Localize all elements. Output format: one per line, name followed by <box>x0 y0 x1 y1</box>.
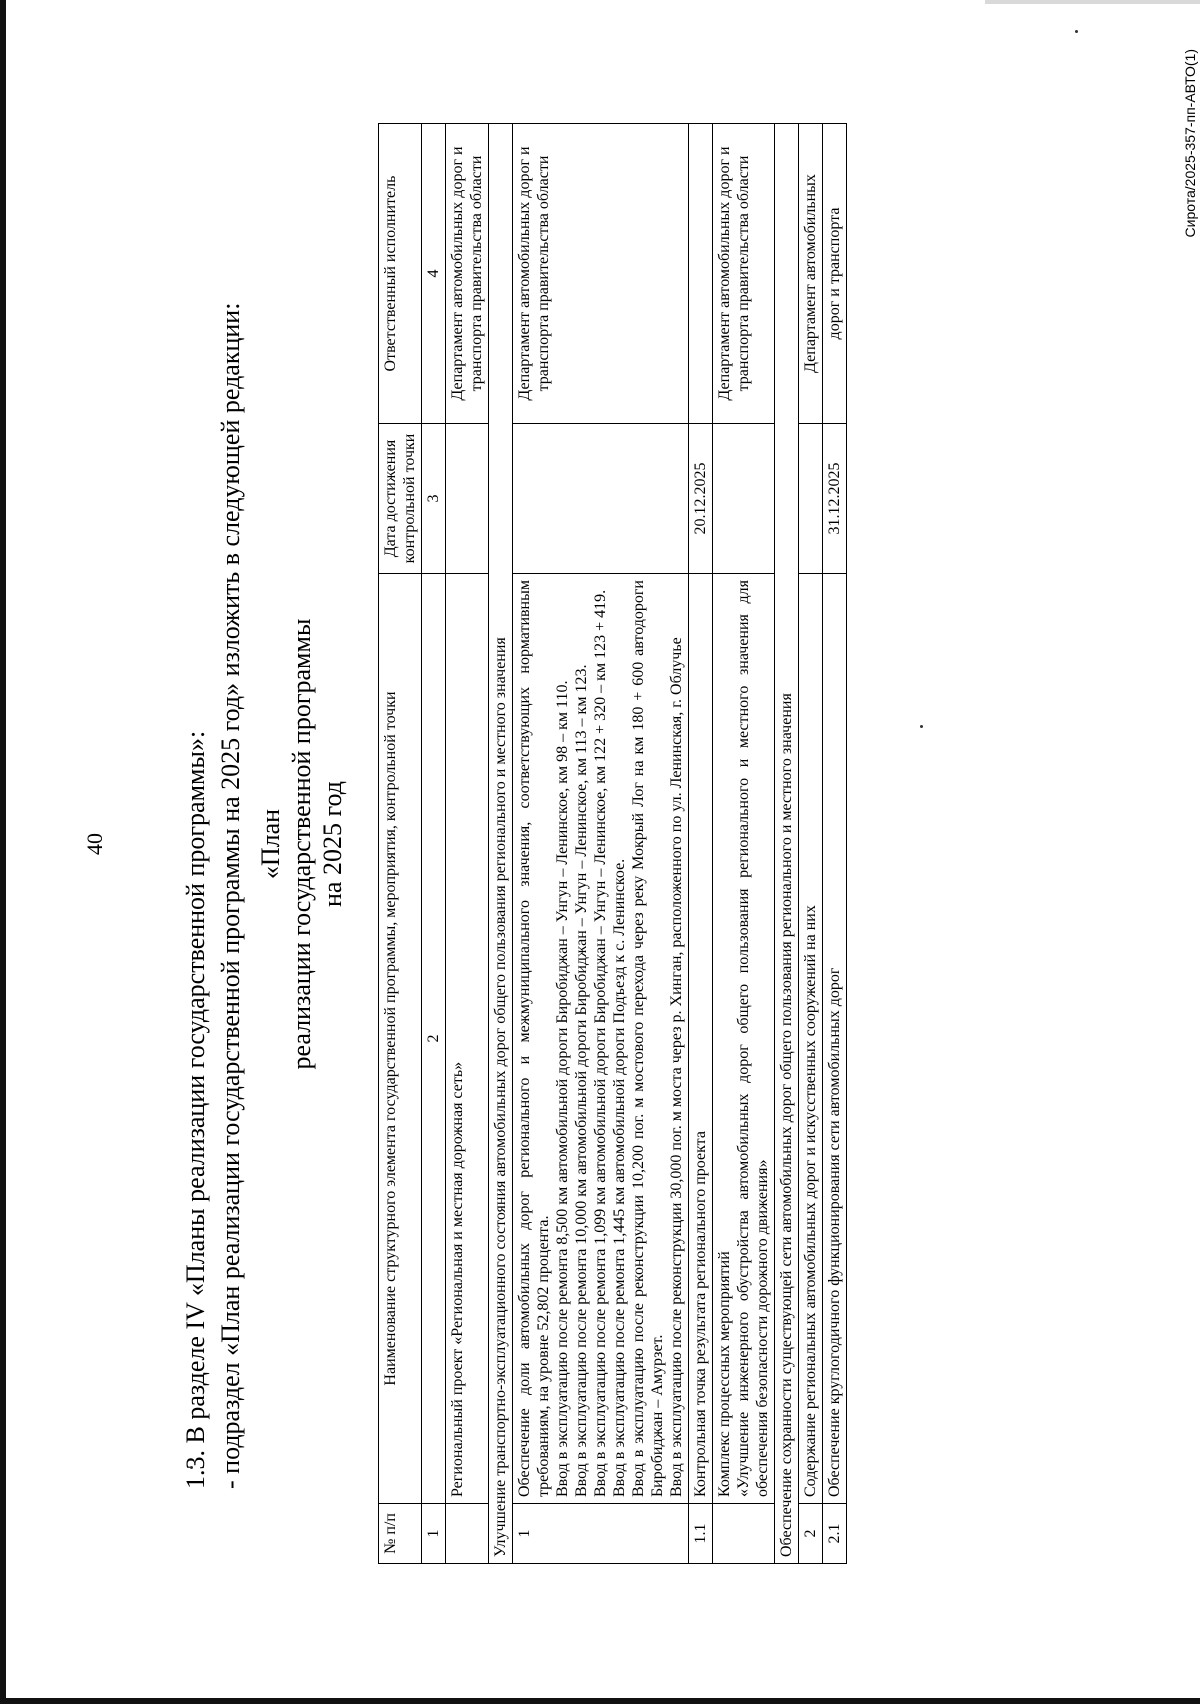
table-row <box>513 124 689 1564</box>
row-1-1-date: 20.12.2025 <box>689 424 713 574</box>
row-1-paragraph: Ввод в эксплуатацию после реконструкции 10,200 пог. м мостового перехода через реку Мокрый Лог на км 180 + 600 автодороги Биробиджан – Амурзет. <box>630 580 666 1497</box>
plan-table <box>378 123 847 1564</box>
table-row <box>446 124 489 1564</box>
row-complex-line-2: «Улучшение инженерного обустройства автомобильных дорог общего пользования регионального и местного значения для обеспечения безопасности дорожного движения» <box>735 580 771 1497</box>
row-project-executor: Департамент автомобильных дорог и транспорта правительства области <box>446 124 489 424</box>
table-row <box>799 124 823 1564</box>
row-1-paragraph: Обеспечение доли автомобильных дорог регионального и межмуниципального значения, соответствующих нормативным требованиям, на уровне 52,802 процента. <box>516 580 552 1497</box>
row-1-date <box>513 424 689 574</box>
row-complex-line-1: Комплекс процессных мероприятий <box>716 1251 733 1497</box>
table-row <box>713 124 775 1564</box>
row-2-date <box>799 424 823 574</box>
row-complex-name <box>713 574 775 1504</box>
row-complex-executor: Департамент автомобильных дорог и транспорта правительства области <box>713 124 775 424</box>
row-1-name <box>513 574 689 1504</box>
page-number: 40 <box>82 833 107 855</box>
document-code: Сирота/2025-357-пп-АВТО(1) <box>1182 49 1198 238</box>
header-num: № п/п <box>379 1504 422 1564</box>
row-1-paragraph: Ввод в эксплуатацию после ремонта 1,099 км автомобильной дороги Биробиджан – Унгун – Ленинское, км 122 + 320 – км 123 + 419. <box>592 589 609 1497</box>
intro-line-2: - подраздел «План реализации государственной программы на 2025 год» изложить в следующей редакции: <box>216 302 245 1489</box>
row-2-executor: Департамент автомобильных <box>799 124 823 424</box>
header-date: Дата достижения контрольной точки <box>379 424 422 574</box>
row-1-1-executor <box>689 124 713 424</box>
row-complex-date <box>713 424 775 574</box>
row-2-1-name: Обеспечение круглогодичного функционирования сети автомобильных дорог <box>823 574 847 1504</box>
header-number-2: 2 <box>422 574 446 1504</box>
row-2-1-num: 2.1 <box>823 1504 847 1564</box>
header-executor: Ответственный исполнитель <box>379 124 422 424</box>
plan-title-line-3: на 2025 год <box>318 781 347 907</box>
plan-title-line-2: реализации государственной программы <box>287 618 316 1070</box>
header-number-4: 4 <box>422 124 446 424</box>
intro-line-1: 1.3. В разделе IV «Планы реализации государственной программы»: <box>181 730 210 1489</box>
row-1-num: 1 <box>513 1504 689 1564</box>
row-1-1-num: 1.1 <box>689 1504 713 1564</box>
table-row <box>823 124 847 1564</box>
row-complex-num <box>713 1504 775 1564</box>
row-1-paragraph: Ввод в эксплуатацию после ремонта 8,500 км автомобильной дороги Биробиджан – Унгун – Ленинское, км 98 – км 110. <box>554 680 571 1497</box>
row-project-num <box>446 1504 489 1564</box>
header-name: Наименование структурного элемента государственной программы, мероприятия, контрольной точки <box>379 574 422 1504</box>
row-1-1-name: Контрольная точка результата регионального проекта <box>689 574 713 1504</box>
table-section-row <box>489 124 513 1564</box>
row-1-paragraph: Ввод в эксплуатацию после ремонта 10,000 км автомобильной дороги Биробиджан – Унгун – Ленинское, км 113 – км 123. <box>573 664 590 1497</box>
table-row <box>689 124 713 1564</box>
row-project-name: Региональный проект «Региональная и местная дорожная сеть» <box>446 574 489 1504</box>
row-2-1-executor: дорог и транспорта <box>823 124 847 424</box>
row-1-executor: Департамент автомобильных дорог и транспорта правительства области <box>513 124 689 424</box>
plan-title-line-1: «План <box>256 808 285 880</box>
header-number-1: 1 <box>422 1504 446 1564</box>
row-2-num: 2 <box>799 1504 823 1564</box>
row-2-1-date: 31.12.2025 <box>823 424 847 574</box>
table-header-row <box>379 124 422 1564</box>
section-2-title: Обеспечение сохранности существующей сети автомобильных дорог общего пользования регионального и местного значения <box>775 124 799 1564</box>
header-number-3: 3 <box>422 424 446 574</box>
table-section-row <box>775 124 799 1564</box>
table-header-numbers-row <box>422 124 446 1564</box>
plan-title <box>255 524 348 1164</box>
row-1-paragraph: Ввод в эксплуатацию после реконструкции 30,000 пог. м моста через р. Хинган, расположенного по ул. Ленинская, г. Облучье <box>668 637 685 1497</box>
row-1-paragraph: Ввод в эксплуатацию после ремонта 1,445 км автомобильной дороги Подъезд к с. Ленинское. <box>611 858 628 1497</box>
row-2-name: Содержание региональных автомобильных дорог и искусственных сооружений на них <box>799 574 823 1504</box>
section-1-title: Улучшение транспортно-эксплуатационного состояния автомобильных дорог общего пользования регионального и местного значения <box>489 124 513 1564</box>
row-project-date <box>446 424 489 574</box>
